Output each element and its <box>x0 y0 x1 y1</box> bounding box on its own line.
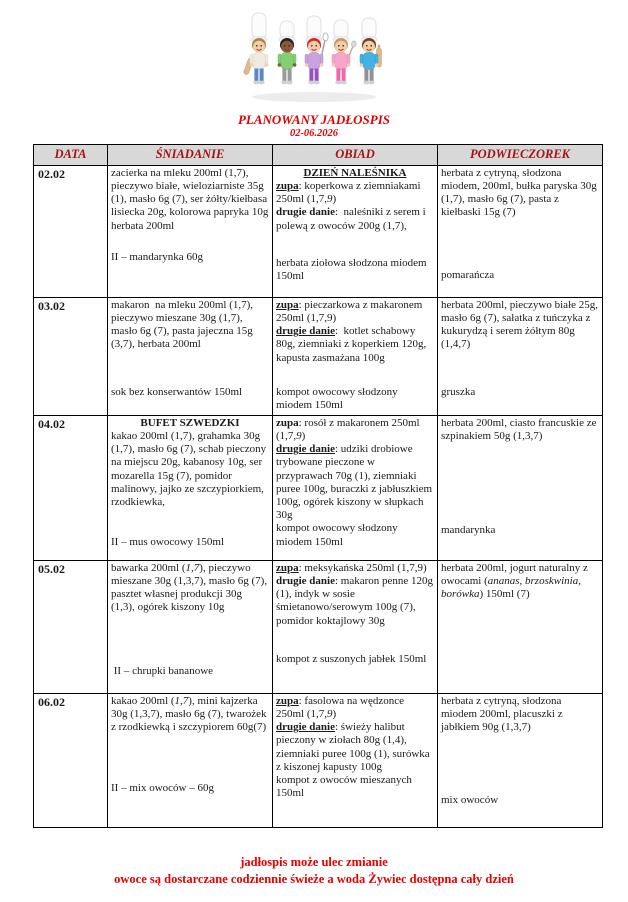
menu-paragraph: II – mandarynka 60g <box>111 251 203 264</box>
lunch-cell <box>273 297 438 415</box>
date-cell: 04.02 <box>34 415 108 560</box>
date-range: 02-06.2026 <box>289 128 339 140</box>
footer-note-change: jadłospis może ulec zmianie <box>240 854 388 869</box>
menu-paragraph: drugie danie: makaron penne 120g (1), indyk w sosie śmietanowo/serowym 100g (7), pomidor koktajlowy 30g <box>276 575 436 627</box>
table-row <box>34 415 603 560</box>
footer-note-fruit-water: owoce są dostarczane codziennie świeże a woda Żywiec dostępna cały dzień <box>114 872 514 887</box>
menu-paragraph: mix owoców <box>441 793 499 806</box>
table-row <box>34 560 603 693</box>
breakfast-cell <box>108 560 273 693</box>
menu-paragraph: II – mix owoców – 60g <box>111 781 214 794</box>
menu-paragraph: kompot owocowy słodzony miodem 150ml <box>276 385 401 411</box>
lunch-cell <box>273 560 438 693</box>
menu-paragraph: mandarynka <box>441 523 496 536</box>
menu-table-body <box>34 165 603 827</box>
menu-paragraph: herbata 200ml, ciasto francuskie ze szpinakiem 50g (1,3,7) <box>441 416 600 443</box>
menu-paragraph: kompot z owoców mieszanych 150ml <box>276 773 415 800</box>
menu-paragraph: herbata z cytryną, słodzona miodem 200ml, placuszki z jabłkiem 90g (1,3,7) <box>441 694 566 734</box>
menu-paragraph: drugie danie: naleśniki z serem i polewą z owoców 200g (1,7), <box>276 206 429 232</box>
menu-paragraph: zupa: pieczarkowa z makaronem 250ml (1,7,9) <box>276 298 426 325</box>
menu-paragraph: zupa: koperkowa z ziemniakami 250ml (1,7,9) <box>276 180 424 206</box>
date-cell: 03.02 <box>34 297 108 415</box>
date-cell: 05.02 <box>34 560 108 693</box>
menu-paragraph: herbata z cytryną, słodzona miodem, 200ml, bułka paryska 30g (1,7), masło 6g (7), pasta z kiełbaski 15g (7) <box>441 166 600 219</box>
menu-paragraph: II – mus owocowy 150ml <box>111 535 225 548</box>
menu-paragraph: herbata 200ml, jogurt naturalny z owocami (ananas, brzoskwinia, borówka) 150ml (7) <box>441 561 591 601</box>
children-chefs-illustration <box>238 10 390 104</box>
breakfast-cell <box>108 165 273 297</box>
illustration-container <box>0 0 628 106</box>
date-cell: 02.02 <box>34 165 108 297</box>
menu-paragraph: kakao 200ml (1,7), grahamka 30g (1,7), masło 6g (7), schab pieczony na miejscu 20g, kabanosy 10g, ser mozarella 15g (7), pomidor malinowy, jajko ze szczypiorkiem, rzodkiewka, <box>111 430 269 508</box>
footer-notes <box>0 854 628 889</box>
menu-paragraph: herbata ziołowa słodzona miodem 150ml <box>276 256 430 283</box>
menu-paragraph: bawarka 200ml (1,7), pieczywo mieszane 30g (1,3,7), masło 6g (7), pasztet własnej produkcji 30g (1,3), ogórek kiszony 10g <box>111 561 270 614</box>
column-header-sniadanie: ŚNIADANIE <box>108 144 273 165</box>
menu-paragraph: herbata 200ml <box>111 219 175 232</box>
menu-paragraph: sok bez konserwantów 150ml <box>111 385 243 398</box>
table-row <box>34 297 603 415</box>
breakfast-cell <box>108 297 273 415</box>
table-row <box>34 165 603 297</box>
snack-cell <box>438 415 603 560</box>
column-header-podwieczorek: PODWIECZOREK <box>438 144 603 165</box>
menu-paragraph: herbata 200ml, pieczywo białe 25g, masło 6g (7), sałatka z tuńczyka z kukurydzą i serem żółtym 80g (1,4,7) <box>441 298 601 351</box>
lunch-cell <box>273 415 438 560</box>
menu-paragraph: pomarańcza <box>441 269 495 282</box>
menu-paragraph: makaron na mleku 200ml (1,7), pieczywo mieszane 30g (1,7), masło 6g (7), pasta jajeczna 15g (3,7), herbata 200ml <box>111 298 256 351</box>
breakfast-cell <box>108 415 273 560</box>
lunch-cell <box>273 165 438 297</box>
menu-paragraph: drugie danie: świeży halibut pieczony w ziołach 80g (1,4), ziemniaki puree 100g (1), surówka z kiszonej kapusty 100g <box>276 721 433 773</box>
snack-cell <box>438 297 603 415</box>
breakfast-cell <box>108 693 273 827</box>
column-header-data: DATA <box>34 144 108 165</box>
menu-paragraph: BUFET SZWEDZKI <box>140 416 240 429</box>
menu-paragraph: DZIEŃ NALEŚNIKA <box>303 166 407 179</box>
snack-cell <box>438 693 603 827</box>
menu-paragraph: drugie danie: kotlet schabowy 80g, ziemniaki z koperkiem 120g, kapusta zasmażana 100g <box>276 325 430 364</box>
menu-paragraph: zupa: rosół z makaronem 250ml (1,7,9) <box>276 416 423 443</box>
menu-paragraph: zupa: fasolowa na wędzonce 250ml (1,7,9) <box>276 694 407 721</box>
menu-paragraph: kompot owocowy słodzony miodem 150ml <box>276 522 401 548</box>
date-cell: 06.02 <box>34 693 108 827</box>
column-header-obiad: OBIAD <box>273 144 438 165</box>
menu-paragraph: gruszka <box>441 385 476 398</box>
table-row <box>34 693 603 827</box>
page-title: PLANOWANY JADŁOSPIS <box>237 112 391 127</box>
menu-paragraph: II – chrupki bananowe <box>111 665 214 678</box>
menu-paragraph: drugie danie: udziki drobiowe trybowane pieczone w przyprawach 70g (1), ziemniaki puree 100g, buraczki z jabłuszkiem 100g, ogórek kiszony w słupkach 30g <box>276 443 435 522</box>
header-row <box>34 144 603 165</box>
snack-cell <box>438 165 603 297</box>
snack-cell <box>438 560 603 693</box>
menu-paragraph: zupa: meksykańska 250ml (1,7,9) <box>276 561 427 574</box>
menu-paragraph: zacierka na mleku 200ml (1,7), pieczywo białe, wieloziarniste 35g (1), masło 6g (7), ser żółty/kiełbasa lisiecka 20g, kolorowa papryka 10g <box>111 166 270 219</box>
menu-paragraph: kompot z suszonych jabłek 150ml <box>276 653 427 666</box>
meal-plan-table <box>33 144 603 828</box>
menu-paragraph: kakao 200ml (1,7), mini kajzerka 30g (1,3,7), masło 6g (7), twarożek z rzodkiewką i szczypiorem 60g(7) <box>111 694 270 734</box>
lunch-cell <box>273 693 438 827</box>
